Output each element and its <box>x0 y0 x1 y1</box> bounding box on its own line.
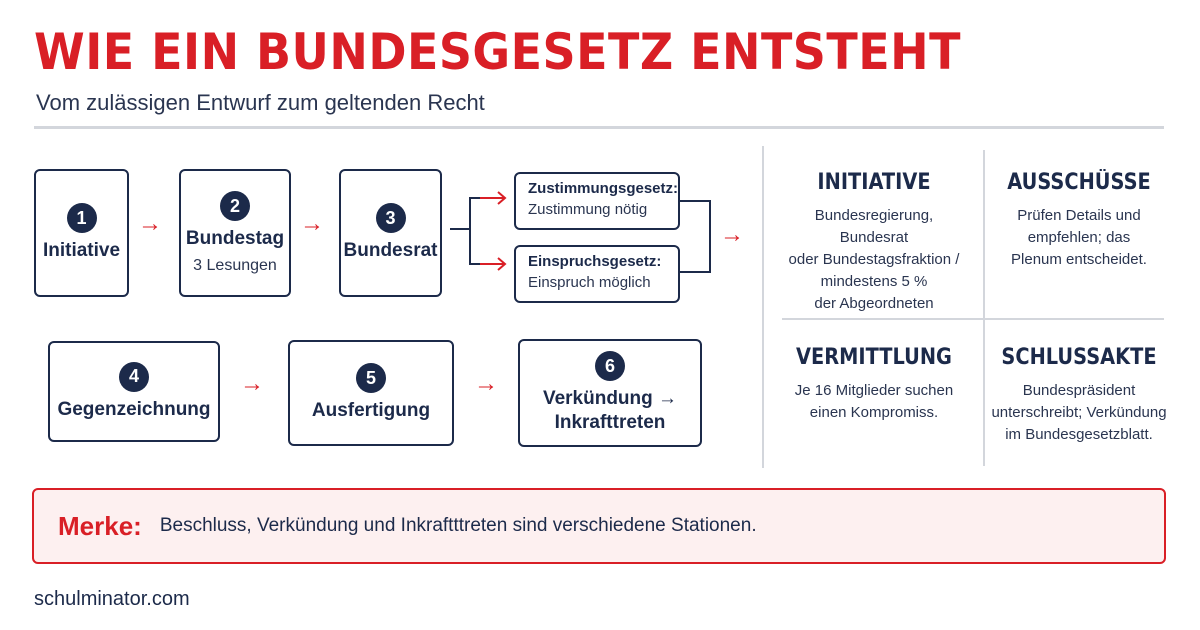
branch-zustimmungsgesetz <box>514 172 680 230</box>
merge-connector <box>680 201 710 272</box>
info-line: Prüfen Details und <box>1017 207 1141 224</box>
note-text: Beschluss, Verkündung und Inkraftttreten sind verschiedene Stationen. <box>159 515 757 536</box>
step-ausfertigung <box>288 340 454 446</box>
step-number-badge: 2 <box>220 191 250 221</box>
note-label: Merke: <box>58 510 142 541</box>
branch-title: Zustimmungsgesetz: <box>528 180 679 197</box>
step-number-badge: 5 <box>356 363 386 393</box>
arrow-icon: → <box>720 221 744 248</box>
info-schlussakte <box>984 345 1174 446</box>
footer-url[interactable]: schulminator.com <box>34 588 190 610</box>
arrow-icon: → <box>300 210 324 237</box>
info-text <box>779 205 969 315</box>
info-line: Plenum entscheidet. <box>1011 251 1147 268</box>
panel-grid-horizontal-divider <box>782 318 1164 320</box>
info-line: oder Bundestagsfraktion / <box>788 251 960 268</box>
branch-title: Einspruchsgesetz: <box>528 253 662 270</box>
step-number-badge: 6 <box>595 351 625 381</box>
step-label-line2: Inkrafttreten <box>554 412 666 433</box>
info-line: einen Kompromiss. <box>809 404 939 421</box>
info-line: der Abgeordneten <box>814 295 934 312</box>
step-number-badge: 3 <box>376 203 406 233</box>
arrow-icon: → <box>138 210 162 237</box>
info-text <box>984 205 1174 271</box>
step-number-badge: 1 <box>67 203 97 233</box>
step-label: Bundesrat <box>343 240 438 261</box>
step-label: Gegenzeichnung <box>57 398 211 420</box>
info-text <box>984 380 1174 446</box>
page-subtitle: Vom zulässigen Entwurf zum geltenden Recht <box>36 90 485 115</box>
step-sublabel: 3 Lesungen <box>193 257 277 274</box>
step-label: Bundestag <box>185 228 285 249</box>
arrow-icon: → <box>474 370 498 397</box>
branch-text: Einspruch möglich <box>528 274 651 291</box>
page-title: WIE EIN BUNDESGESETZ ENTSTEHT <box>34 23 961 81</box>
info-line: mindestens 5 % <box>820 273 928 290</box>
info-title: VERMITTLUNG <box>796 345 952 370</box>
info-title: INITIATIVE <box>817 170 931 195</box>
step-verkuendung <box>518 339 702 447</box>
step-number-badge: 4 <box>119 362 149 392</box>
step-label: Initiative <box>42 240 121 261</box>
info-ausschuesse <box>984 170 1174 271</box>
step-label: Verkündung → <box>542 388 678 409</box>
info-line: empfehlen; das <box>1027 229 1131 246</box>
step-bundesrat <box>339 169 442 297</box>
split-connector <box>450 198 480 264</box>
step-label: Ausfertigung <box>311 400 431 421</box>
note-box <box>32 488 1166 564</box>
step-gegenzeichnung <box>48 341 220 442</box>
info-text <box>779 380 969 424</box>
arrow-icon: → <box>240 370 264 397</box>
info-title: SCHLUSSAKTE <box>1001 345 1157 370</box>
info-line: Bundesregierung, Bundesrat <box>814 207 934 246</box>
step-initiative <box>34 169 129 297</box>
info-vermittlung <box>779 345 969 424</box>
info-line: Je 16 Mitglieder suchen <box>794 382 954 399</box>
branch-text: Zustimmung nötig <box>528 201 648 218</box>
panel-divider <box>762 146 764 468</box>
info-line: unterschreibt; Verkündung <box>991 404 1167 421</box>
info-line: Bundespräsident <box>1022 382 1136 399</box>
info-initiative <box>779 170 969 315</box>
info-title: AUSSCHÜSSE <box>1007 170 1151 195</box>
branch-einspruchsgesetz <box>514 245 680 303</box>
info-line: im Bundesgesetzblatt. <box>1005 426 1153 443</box>
step-bundestag <box>179 169 291 297</box>
